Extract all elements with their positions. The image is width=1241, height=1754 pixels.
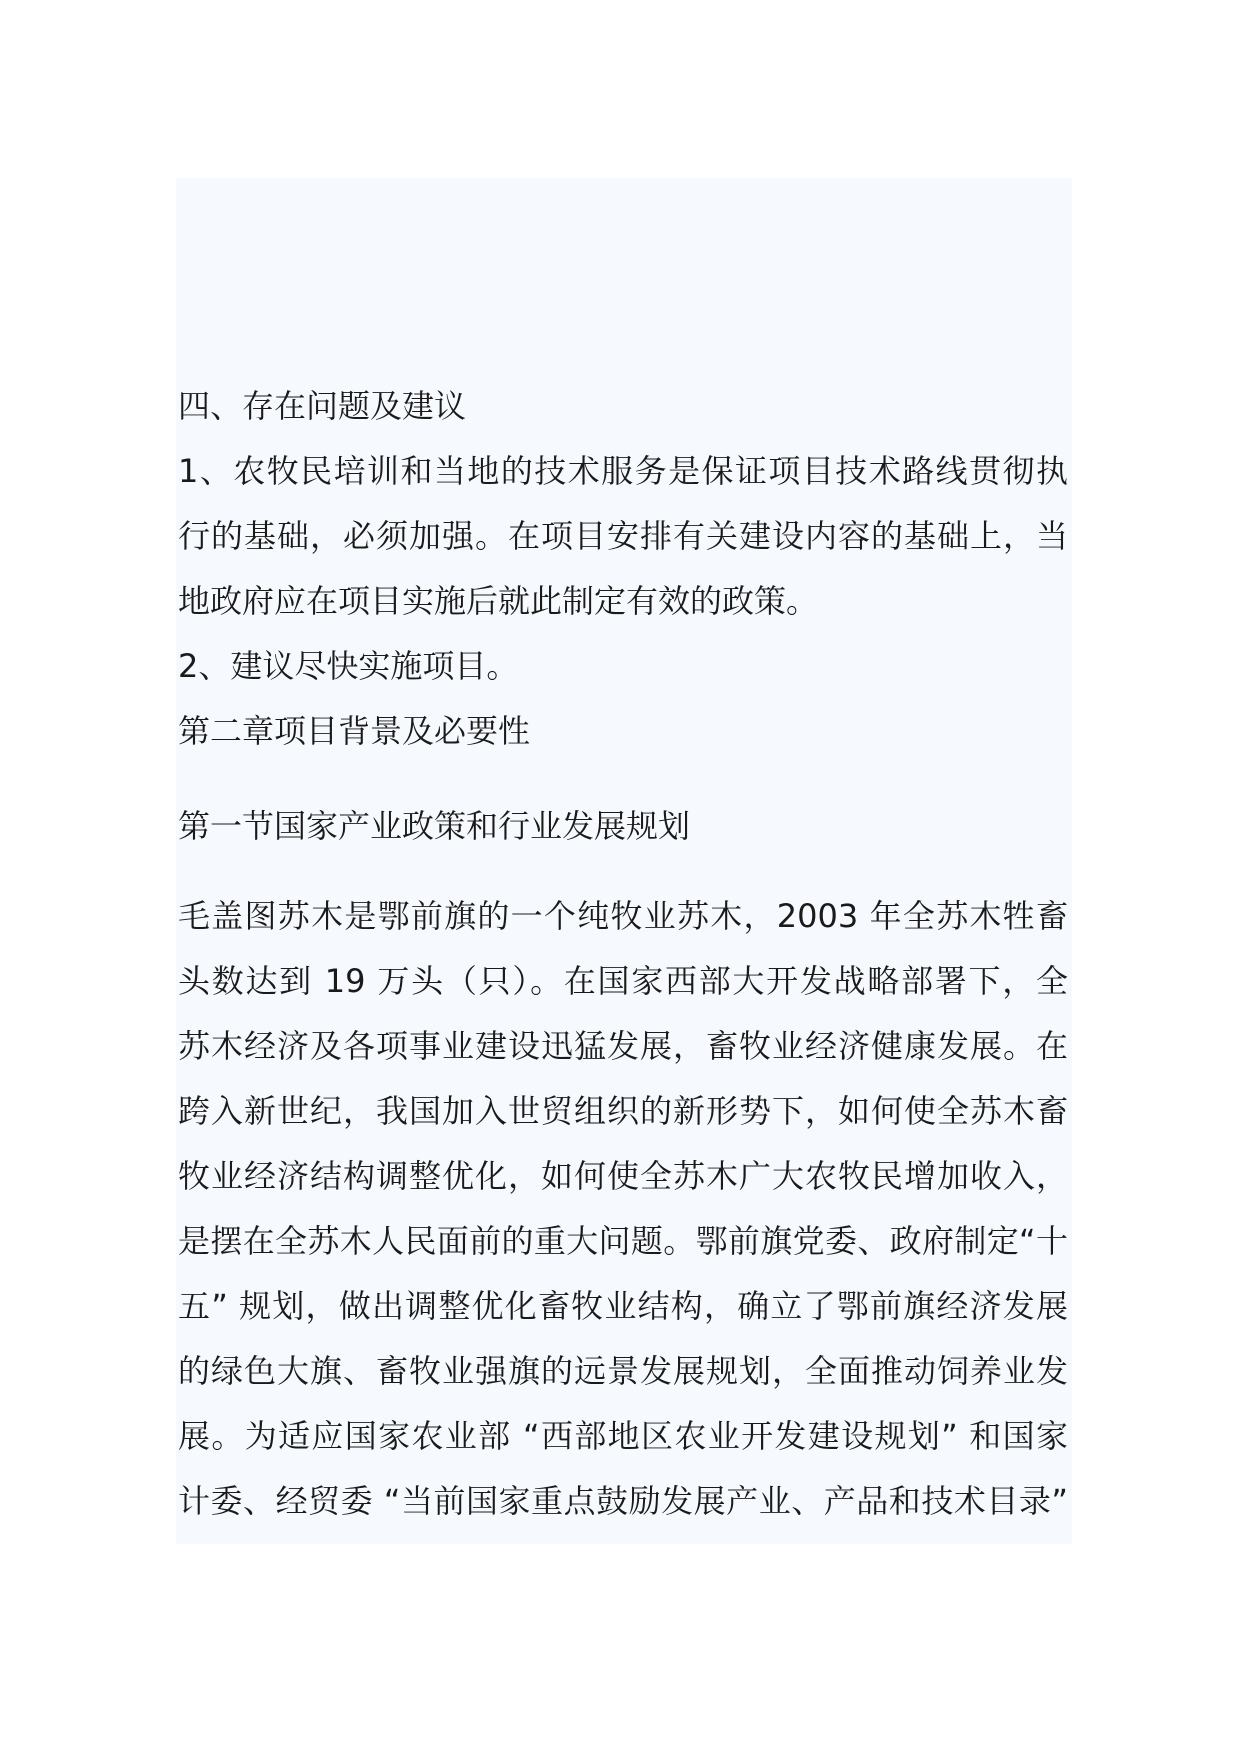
item1-line-3: 地政府应在项目实施后就此制定有效的政策。 bbox=[178, 582, 819, 620]
body-line-10: 计委、经贸委 “当前国家重点鼓励发展产业、产品和技术目录” bbox=[178, 1482, 1068, 1520]
body-line-1: 毛盖图苏木是鄂前旗的一个纯牧业苏木，2003 年全苏木牲畜 bbox=[178, 897, 1068, 935]
document-body bbox=[178, 374, 1068, 1534]
body-line-8: 的绿色大旗、畜牧业强旗的远景发展规划，全面推动饲养业发 bbox=[178, 1352, 1068, 1390]
body-line-2: 头数达到 19 万头（只）。在国家西部大开发战略部署下，全 bbox=[178, 962, 1068, 1000]
body-line-7: 五” 规划，做出调整优化畜牧业结构，确立了鄂前旗经济发展 bbox=[178, 1287, 1068, 1325]
body-line-6: 是摆在全苏木人民面前的重大问题。鄂前旗党委、政府制定“十 bbox=[178, 1222, 1068, 1260]
item1-line-1: 1、农牧民培训和当地的技术服务是保证项目技术路线贯彻执 bbox=[178, 452, 1068, 490]
chapter-title: 第二章项目背景及必要性 bbox=[178, 712, 531, 750]
heading-issues: 四、存在问题及建议 bbox=[178, 387, 467, 425]
item1-line-2: 行的基础，必须加强。在项目安排有关建设内容的基础上，当 bbox=[178, 517, 1068, 555]
item2: 2、建议尽快实施项目。 bbox=[178, 647, 519, 685]
body-line-9: 展。为适应国家农业部 “西部地区农业开发建设规划” 和国家 bbox=[178, 1417, 1068, 1455]
section-title: 第一节国家产业政策和行业发展规划 bbox=[178, 807, 691, 845]
body-line-3: 苏木经济及各项事业建设迅猛发展，畜牧业经济健康发展。在 bbox=[178, 1027, 1068, 1065]
body-line-5: 牧业经济结构调整优化，如何使全苏木广大农牧民增加收入， bbox=[178, 1157, 1068, 1195]
body-line-4: 跨入新世纪，我国加入世贸组织的新形势下，如何使全苏木畜 bbox=[178, 1092, 1068, 1130]
